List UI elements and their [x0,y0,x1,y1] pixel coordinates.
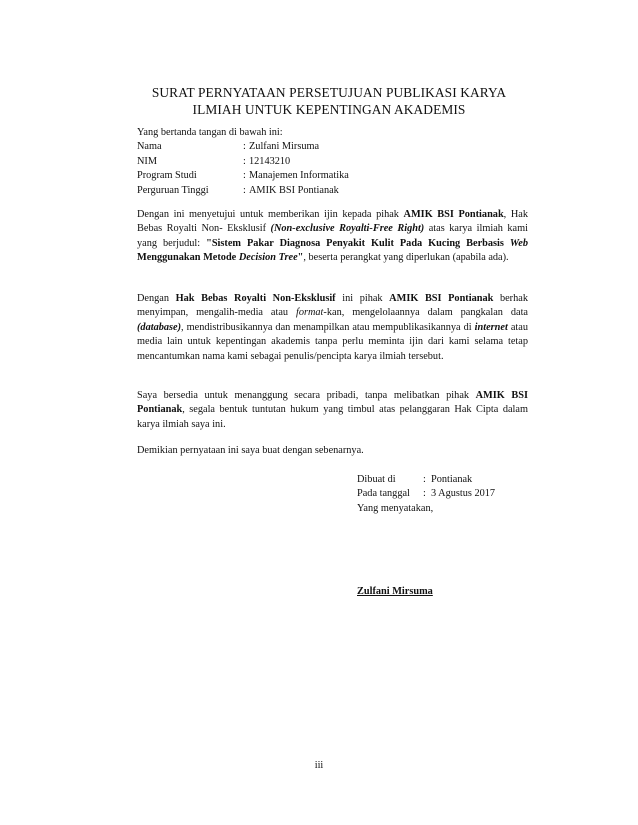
nama-label: Nama [137,141,162,153]
identity-row-nama [137,140,528,154]
colon: : [243,184,246,196]
para2-text-6: atau media lain untuk kepentingan akademis tanpa perlu meminta ijin dari kami selama tetap mencantumkan nama kami sebagai penulis/pencipta karya ilmiah tersebut. [137,321,528,362]
signature-block [357,473,495,516]
place-value: Pontianak [431,474,473,485]
para2-bold-2: AMIK BSI Pontianak [389,293,494,304]
para1-italic-1: (Non-exclusive Royalti-Free Right) [270,223,425,235]
nim-label: NIM [137,155,158,167]
paragraph-liability [137,389,528,432]
identity-row-pt [137,184,528,198]
colon: : [243,170,246,182]
para1-bold-4: " [297,252,304,264]
para1-bold-italic-1: Web [509,237,528,249]
date-value: 3 Agustus 2017 [431,488,496,500]
date-label: Pada tanggal [357,488,410,500]
colon: : [243,155,246,167]
para1-text-1: Dengan ini menyetujui untuk memberikan ijin kepada pihak [137,209,404,220]
title-line-2: ILMIAH UNTUK KEPENTINGAN AKADEMIS [192,102,466,117]
para1-bold-1: AMIK BSI Pontianak [403,209,504,220]
para2-text-2: ini pihak [335,293,390,304]
document-title [120,84,538,118]
para2-bold-italic-1: (database) [137,321,182,333]
pt-label: Perguruan Tinggi [137,184,209,196]
signature-date-row [357,487,495,501]
colon: : [423,488,426,500]
colon: : [243,141,246,153]
paragraph-rights [137,292,528,364]
identity-row-nim [137,155,528,169]
identity-row-prodi [137,169,528,183]
intro-text: Yang bertanda tangan di bawah ini: [137,127,283,138]
page-number: iii [314,760,324,771]
signature-place-row [357,473,495,487]
nim-value: 12143210 [249,155,291,167]
para2-bold-1: Hak Bebas Royalti Non-Eksklusif [175,293,336,304]
pt-value: AMIK BSI Pontianak [249,184,339,196]
para2-text-1: Dengan [137,293,176,304]
para2-text-3: berhak menyimpan, mengalih-media atau [137,293,528,319]
para1-text-2: , Hak Bebas Royalti Non- Eksklusif [137,209,528,235]
paragraph-consent [137,208,528,266]
closing-text: Yang menyatakan, [357,502,434,514]
para3-bold-1: AMIK BSI Pontianak [137,390,528,416]
identity-section [137,126,528,198]
para3-text-2: , segala bentuk tuntutan hukum yang timbul atas pelanggaran Hak Cipta dalam karya ilmiah saya ini. [137,404,528,430]
para1-bold-3: Menggunakan Metode [137,252,239,264]
para2-italic-1: format [295,307,324,319]
signer-name: Zulfani Mirsuma [357,586,433,597]
colon: : [423,474,426,485]
para1-text-3: atas karya ilmiah kami yang berjudul: [137,223,528,249]
para1-bold-2: "Sistem Pakar Diagnosa Penyakit Kulit Pada Kucing Berbasis [206,237,510,249]
para2-text-4: -kan, mengelolaannya dalam pangkalan data [323,307,528,319]
title-line-1: SURAT PERNYATAAN PERSETUJUAN PUBLIKASI KARYA [151,85,507,100]
para1-bold-italic-2: Decision Tree [238,252,298,264]
prodi-label: Program Studi [137,170,197,182]
nama-value: Zulfani Mirsuma [249,141,320,153]
para1-text-4: , beserta perangkat yang diperlukan (apabila ada). [303,252,509,264]
place-label: Dibuat di [357,474,396,485]
prodi-value: Manajemen Informatika [249,170,349,182]
para3-text-1: Saya bersedia untuk menanggung secara pribadi, tanpa melibatkan pihak [137,390,476,401]
para2-text-5: , mendistribusikannya dan menampilkan atau mempublikasikannya di [181,321,475,333]
paragraph-closing: Demikian pernyataan ini saya buat dengan sebenarnya. [137,445,364,456]
para2-bold-italic-2: internet [474,321,508,333]
